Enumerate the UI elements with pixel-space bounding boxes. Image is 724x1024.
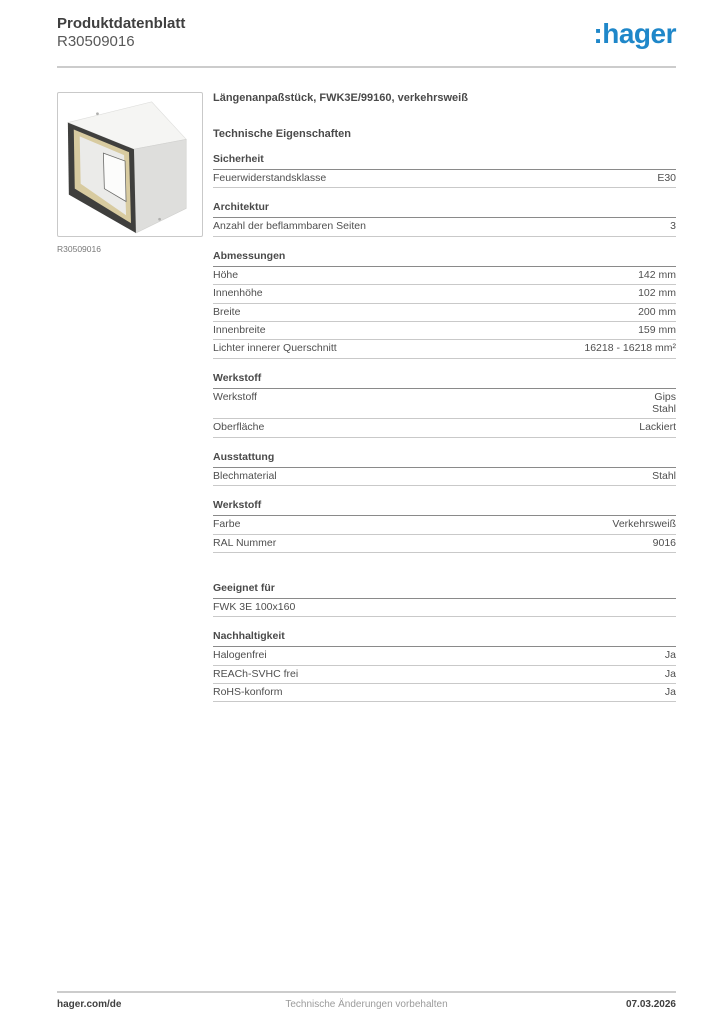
- spec-row-label: FWK 3E 100x160: [213, 600, 296, 613]
- spec-row-value: 16218 - 16218 mm²: [584, 342, 676, 355]
- spec-row: [213, 322, 676, 340]
- spec-section: [213, 630, 676, 702]
- spec-section-title: Nachhaltigkeit: [213, 630, 676, 647]
- spec-row: [213, 218, 676, 236]
- spec-row-value: Lackiert: [639, 421, 676, 434]
- spec-row-label: Feuerwiderstandsklasse: [213, 172, 327, 184]
- spec-row-label: Farbe: [213, 518, 241, 531]
- spec-section: [213, 499, 676, 553]
- footer-notice: Technische Änderungen vorbehalten: [285, 999, 448, 1010]
- footer-date: 07.03.2026: [625, 999, 676, 1010]
- spec-row-value: [652, 391, 676, 416]
- spec-row-value: 142 mm: [638, 268, 676, 281]
- product-image-caption: R30509016: [57, 244, 101, 254]
- spec-row: [213, 647, 676, 665]
- spec-row-label: Lichter innerer Querschnitt: [213, 342, 337, 355]
- spec-section-title: Ausstattung: [213, 451, 676, 468]
- footer-divider: [57, 991, 676, 993]
- spec-row: [213, 468, 676, 486]
- spec-row-label: Blechmaterial: [213, 469, 277, 482]
- spec-section-title: Geeignet für: [213, 582, 676, 599]
- spec-row-value: 200 mm: [638, 305, 676, 318]
- spec-section: [213, 372, 676, 438]
- spec-row-label: RoHS-konform: [213, 686, 283, 698]
- spec-row: [213, 389, 676, 420]
- product-image-column: [57, 92, 203, 254]
- spec-row-label: REACh-SVHC frei: [213, 667, 299, 680]
- spec-row-label: Anzahl der beflammbaren Seiten: [213, 220, 366, 233]
- hager-logo: :hager: [593, 18, 676, 49]
- fire-duct-adapter-icon: [58, 92, 202, 237]
- spec-row-value: 9016: [652, 536, 676, 549]
- spec-row: [213, 419, 676, 437]
- table-heading: Technische Eigenschaften: [213, 128, 351, 140]
- spec-row-value: 3: [670, 220, 676, 233]
- spec-row-label: Breite: [213, 305, 241, 318]
- spec-section: [213, 582, 676, 617]
- spec-row-value: 159 mm: [638, 323, 676, 336]
- spec-row-value: Ja: [664, 649, 676, 662]
- spec-section: [213, 250, 676, 359]
- spec-row-value: Verkehrsweiß: [612, 518, 676, 531]
- spec-row: [213, 599, 676, 617]
- product-image: [57, 92, 203, 237]
- spec-row-label: Werkstoff: [213, 390, 257, 403]
- doc-title: Produktdatenblatt: [57, 15, 186, 32]
- spec-section: [213, 451, 676, 486]
- spec-sections: [213, 153, 676, 702]
- spec-row-value-line: Stahl: [652, 403, 676, 415]
- spec-section: [213, 201, 676, 236]
- spec-row: [213, 535, 676, 553]
- spec-row-value: 102 mm: [638, 287, 676, 300]
- spec-section-title: Abmessungen: [213, 250, 676, 267]
- spec-row-label: RAL Nummer: [213, 536, 277, 549]
- spec-column: [213, 92, 676, 702]
- product-title: Längenanpaßstück, FWK3E/99160, verkehrsweiß: [213, 92, 468, 104]
- spec-row-label: Innenbreite: [213, 323, 266, 336]
- spec-row: [213, 267, 676, 285]
- spec-row-label: Halogenfrei: [213, 649, 267, 662]
- spec-section-title: Sicherheit: [213, 153, 676, 170]
- spec-row-label: Oberfläche: [213, 421, 265, 434]
- doc-code: R30509016: [57, 33, 135, 50]
- spec-section-title: Werkstoff: [213, 372, 676, 389]
- spec-row: [213, 666, 676, 684]
- spec-row-value: Ja: [664, 667, 676, 680]
- spec-row: [213, 170, 676, 188]
- spec-row: [213, 304, 676, 322]
- spec-section: [213, 153, 676, 188]
- spec-row-value: Stahl: [652, 469, 676, 482]
- footer-link[interactable]: hager.com/de: [57, 999, 122, 1010]
- spec-row: [213, 516, 676, 534]
- page-header: [57, 15, 185, 51]
- spec-row: [213, 340, 676, 358]
- header-divider: [57, 66, 676, 68]
- spec-section-title: Architektur: [213, 201, 676, 218]
- spec-row: [213, 684, 676, 702]
- spec-row-value: E30: [657, 172, 676, 184]
- spec-row-value: Ja: [664, 686, 676, 698]
- spec-row-label: Innenhöhe: [213, 287, 263, 300]
- spec-section-title: Werkstoff: [213, 499, 676, 516]
- spec-row: [213, 285, 676, 303]
- spec-row-value-line: Gips: [654, 390, 676, 403]
- spec-row-label: Höhe: [213, 268, 239, 281]
- page-footer: [57, 999, 676, 1010]
